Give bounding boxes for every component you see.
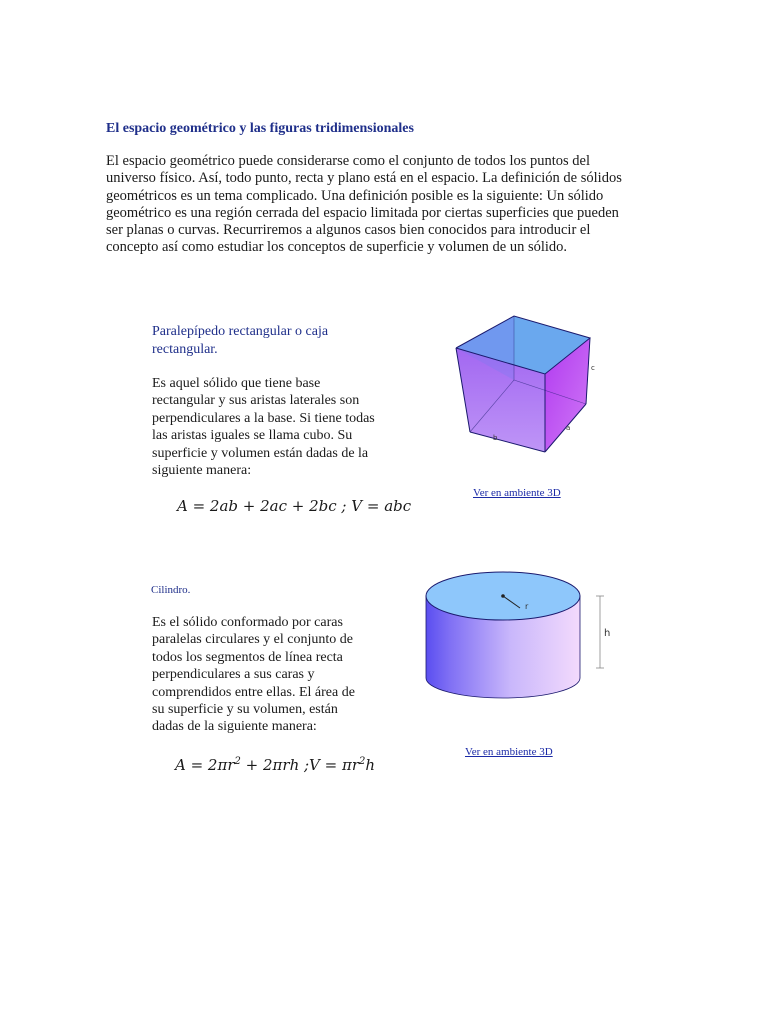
- box-label-c: c: [591, 364, 595, 372]
- cylinder-3d-link[interactable]: Ver en ambiente 3D: [465, 746, 553, 758]
- cylinder-description: [152, 614, 355, 736]
- page-heading: El espacio geométrico y las figuras tridimensionales: [106, 121, 414, 136]
- box-desc-line: Es aquel sólido que tiene base: [152, 376, 321, 391]
- intro-line: geométrico es una región cerrada del espacio limitada por ciertas superficies que pueden: [106, 204, 619, 221]
- cylinder-formula: [175, 756, 375, 774]
- box-figure: [448, 308, 608, 458]
- box-label-b: b: [493, 434, 498, 442]
- cylinder-formula-exponent: 2: [359, 756, 366, 767]
- intro-paragraph: [106, 153, 666, 257]
- intro-line: concepto así como estudiar los conceptos de superficie y volumen de un sólido.: [106, 239, 568, 256]
- intro-line: geométricos es un tema complicado. Una definición posible es la siguiente: Un sólido: [106, 187, 604, 204]
- cylinder-desc-line: comprendidos entre ellas. El área de: [152, 684, 355, 700]
- cylinder-figure: [420, 566, 620, 711]
- cylinder-formula-part: A = 2πr: [175, 756, 235, 774]
- cylinder-desc-line: Es el sólido conformado por caras: [152, 615, 343, 630]
- box-formula: A = 2ab + 2ac + 2bc ; V = abc: [177, 497, 412, 515]
- cylinder-desc-line: dadas de la siguiente manera:: [152, 719, 317, 735]
- cylinder-desc-line: su superficie y su volumen, están: [152, 702, 338, 718]
- intro-line: El espacio geométrico puede considerarse como el conjunto de todos los puntos del: [106, 153, 591, 169]
- cylinder-formula-exponent: 2: [234, 756, 241, 767]
- box-desc-line: perpendiculares a la base. Si tiene todas: [152, 410, 375, 426]
- intro-line: ser planas o curvas. Recurriremos a algunos casos bien conocidos para introducir el: [106, 222, 591, 239]
- cylinder-label-h: h: [604, 628, 611, 639]
- box-label-a: a: [566, 424, 571, 432]
- cylinder-formula-part: + 2πrh ;V = πr: [240, 756, 360, 774]
- box-title-line: Paralepípedo rectangular o caja: [152, 324, 329, 339]
- box-section-title: [152, 323, 328, 358]
- cylinder-section-title: Cilindro.: [151, 584, 191, 596]
- cylinder-desc-line: perpendiculares a sus caras y: [152, 667, 315, 683]
- cylinder-desc-line: paralelas circulares y el conjunto de: [152, 632, 353, 648]
- intro-line: universo físico. Así, todo punto, recta y plano está en el espacio. La definición de sólidos: [106, 170, 622, 187]
- box-description: [152, 375, 375, 479]
- box-desc-line: rectangular y sus aristas laterales son: [152, 393, 360, 409]
- cylinder-desc-line: todos los segmentos de línea recta: [152, 649, 343, 665]
- box-title-line: rectangular.: [152, 341, 218, 357]
- cylinder-label-r: r: [525, 602, 529, 611]
- box-desc-line: siguiente manera:: [152, 463, 252, 479]
- cylinder-formula-part: h: [365, 756, 376, 774]
- box-desc-line: superficie y volumen están dadas de la: [152, 445, 369, 461]
- box-desc-line: las aristas iguales se llama cubo. Su: [152, 428, 353, 444]
- box-3d-link[interactable]: Ver en ambiente 3D: [473, 487, 561, 499]
